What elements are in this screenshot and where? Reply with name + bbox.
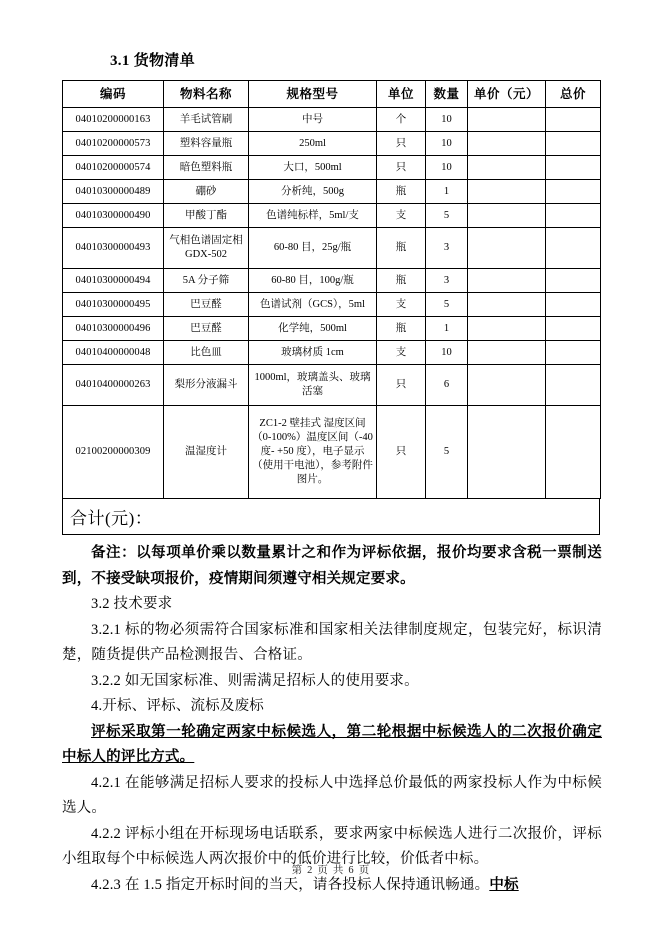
cell-unit-price	[468, 204, 546, 228]
cell-total-price	[546, 341, 601, 365]
cell-code: 04010400000048	[63, 341, 164, 365]
cell-qty: 6	[426, 365, 468, 406]
item-423-underlined-text: 中标	[489, 876, 519, 893]
cell-name: 比色皿	[164, 341, 249, 365]
cell-spec: 玻璃材质 1cm	[249, 341, 377, 365]
cell-unit: 只	[377, 406, 426, 499]
column-header-name: 物料名称	[164, 81, 249, 108]
cell-total-price	[546, 132, 601, 156]
cell-name: 巴豆醛	[164, 317, 249, 341]
table-row	[63, 108, 601, 132]
cell-name: 梨形分液漏斗	[164, 365, 249, 406]
page-footer: 第 2 页 共 6 页	[291, 865, 371, 876]
cell-total-price	[546, 204, 601, 228]
cell-spec: 中号	[249, 108, 377, 132]
paragraph-section-4: 4.开标、评标、流标及废标	[91, 698, 264, 714]
table-row	[63, 132, 601, 156]
cell-unit-price	[468, 269, 546, 293]
cell-unit-price	[468, 293, 546, 317]
cell-unit: 只	[377, 365, 426, 406]
column-header-unit-price: 单价（元）	[468, 81, 546, 108]
table-row	[63, 317, 601, 341]
section-heading-3-1: 3.1 货物清单	[110, 53, 195, 69]
paragraph-tech-2: 3.2.2 如无国家标准、则需满足招标人的使用要求。	[91, 672, 419, 689]
cell-code: 04010400000263	[63, 365, 164, 406]
cell-spec: 60-80 目，25g/瓶	[249, 228, 377, 269]
column-header-unit: 单位	[377, 81, 426, 108]
cell-total-price	[546, 108, 601, 132]
cell-spec: ZC1-2 壁挂式 湿度区间（0-100%）温度区间（-40 度- +50 度），电子显示（使用干电池），参考附件图片。	[249, 406, 377, 499]
cell-code: 04010300000495	[63, 293, 164, 317]
table-row	[63, 156, 601, 180]
cell-qty: 3	[426, 228, 468, 269]
cell-name: 5A 分子筛	[164, 269, 249, 293]
cell-name: 羊毛试管刷	[164, 108, 249, 132]
cell-total-price	[546, 365, 601, 406]
cell-name: 甲酸丁酯	[164, 204, 249, 228]
cell-unit-price	[468, 365, 546, 406]
cell-qty: 5	[426, 204, 468, 228]
table-row	[63, 228, 601, 269]
cell-unit: 瓶	[377, 228, 426, 269]
cell-unit: 支	[377, 341, 426, 365]
cell-unit-price	[468, 228, 546, 269]
table-row	[63, 341, 601, 365]
cell-total-price	[546, 406, 601, 499]
cell-unit: 只	[377, 156, 426, 180]
column-header-total-price: 总价	[546, 81, 601, 108]
cell-name: 气相色谱固定相 GDX-502	[164, 228, 249, 269]
paragraph-note: 备注：以每项单价乘以数量累计之和作为评标依据，报价均要求含税一票制送到，不接受缺项报价，疫情期间须遵守相关规定要求。	[62, 545, 602, 587]
cell-spec: 1000ml，玻璃盖头、玻璃活塞	[249, 365, 377, 406]
cell-unit-price	[468, 406, 546, 499]
paragraph-item-421: 4.2.1 在能够满足招标人要求的投标人中选择总价最低的两家投标人作为中标候选人。	[62, 774, 602, 816]
column-header-code: 编码	[63, 81, 164, 108]
cell-spec: 色谱试剂（GCS），5ml	[249, 293, 377, 317]
cell-code: 04010300000494	[63, 269, 164, 293]
cell-qty: 5	[426, 406, 468, 499]
goods-list-table	[62, 80, 601, 499]
table-row	[63, 180, 601, 204]
cell-code: 04010300000490	[63, 204, 164, 228]
cell-unit: 支	[377, 204, 426, 228]
cell-code: 04010300000489	[63, 180, 164, 204]
cell-qty: 10	[426, 341, 468, 365]
cell-name: 暗色塑料瓶	[164, 156, 249, 180]
cell-total-price	[546, 228, 601, 269]
paragraph-item-422: 4.2.2 评标小组在开标现场电话联系，要求两家中标候选人进行二次报价，评标小组取每个中标候选人两次报价中的低价进行比较，价低者中标。	[62, 825, 602, 867]
cell-qty: 1	[426, 180, 468, 204]
column-header-qty: 数量	[426, 81, 468, 108]
cell-qty: 10	[426, 156, 468, 180]
paragraph-tech-heading: 3.2 技术要求	[91, 596, 173, 612]
cell-total-price	[546, 156, 601, 180]
table-row	[63, 406, 601, 499]
cell-spec: 色谱纯标样，5ml/支	[249, 204, 377, 228]
cell-qty: 5	[426, 293, 468, 317]
cell-unit-price	[468, 156, 546, 180]
cell-name: 塑料容量瓶	[164, 132, 249, 156]
eval-method-underlined-text: 评标采取第一轮确定两家中标候选人，第二轮根据中标候选人的二次报价确定中标人的评比方式。	[62, 723, 602, 765]
cell-spec: 化学纯，500ml	[249, 317, 377, 341]
cell-unit-price	[468, 341, 546, 365]
cell-total-price	[546, 269, 601, 293]
cell-unit-price	[468, 108, 546, 132]
item-423-plain-text: 4.2.3 在 1.5 指定开标时间的当天，请各投标人保持通讯畅通。	[91, 876, 490, 893]
grand-total-row	[62, 499, 600, 535]
cell-total-price	[546, 317, 601, 341]
cell-unit-price	[468, 317, 546, 341]
cell-code: 04010200000573	[63, 132, 164, 156]
cell-unit: 个	[377, 108, 426, 132]
cell-total-price	[546, 180, 601, 204]
paragraph-tech-1: 3.2.1 标的物必须需符合国家标准和国家相关法律制度规定，包装完好，标识清楚，随货提供产品检测报告、合格证。	[62, 621, 602, 663]
cell-name: 硼砂	[164, 180, 249, 204]
table-row	[63, 365, 601, 406]
cell-unit: 瓶	[377, 180, 426, 204]
cell-qty: 10	[426, 132, 468, 156]
cell-spec: 60-80 目，100g/瓶	[249, 269, 377, 293]
cell-qty: 3	[426, 269, 468, 293]
cell-code: 04010300000493	[63, 228, 164, 269]
cell-name: 温湿度计	[164, 406, 249, 499]
paragraph-eval-method	[62, 720, 602, 771]
table-row	[63, 269, 601, 293]
cell-code: 02100200000309	[63, 406, 164, 499]
cell-code: 04010200000163	[63, 108, 164, 132]
column-header-spec: 规格型号	[249, 81, 377, 108]
cell-code: 04010300000496	[63, 317, 164, 341]
cell-unit-price	[468, 180, 546, 204]
cell-unit-price	[468, 132, 546, 156]
cell-total-price	[546, 293, 601, 317]
table-row	[63, 293, 601, 317]
table-header-row	[63, 81, 601, 108]
cell-qty: 1	[426, 317, 468, 341]
cell-spec: 分析纯，500g	[249, 180, 377, 204]
cell-unit: 瓶	[377, 269, 426, 293]
cell-qty: 10	[426, 108, 468, 132]
cell-spec: 大口，500ml	[249, 156, 377, 180]
cell-unit: 支	[377, 293, 426, 317]
table-row	[63, 204, 601, 228]
cell-spec: 250ml	[249, 132, 377, 156]
cell-unit: 只	[377, 132, 426, 156]
cell-unit: 瓶	[377, 317, 426, 341]
cell-code: 04010200000574	[63, 156, 164, 180]
cell-name: 巴豆醛	[164, 293, 249, 317]
grand-total-label: 合计(元)：	[70, 509, 153, 528]
